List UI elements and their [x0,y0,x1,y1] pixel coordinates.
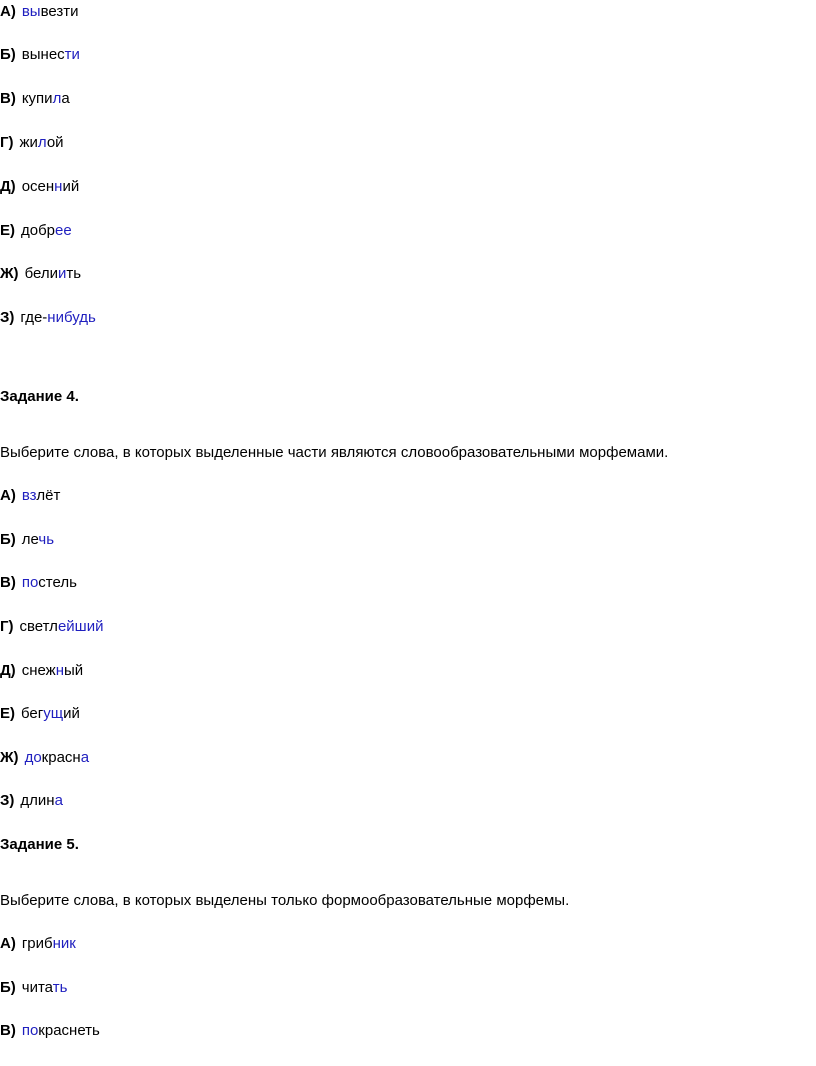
item-word [20,792,63,809]
item-word [20,134,64,151]
item-word [22,46,80,63]
morpheme: красн [41,749,81,766]
task4-item [0,749,89,767]
task5-item [0,979,67,997]
morpheme: л [37,134,47,151]
task4-item [0,531,54,549]
task4-item [0,662,83,680]
item-word [22,487,60,504]
morpheme: л [52,90,62,107]
item-word [20,618,104,635]
morpheme: жи [19,134,38,151]
item-word [22,1022,100,1039]
item-word [22,531,54,548]
list1-item [0,90,70,108]
item-letter: А) [0,487,16,504]
morpheme: нибудь [47,309,96,326]
morpheme: светл [19,618,58,635]
item-word [22,3,79,20]
task5-heading: Задание 5. [0,836,79,853]
task4-heading: Задание 4. [0,388,79,405]
item-letter: Е) [0,705,15,722]
morpheme: осен [21,178,55,195]
morpheme: чь [38,531,55,548]
morpheme: ти [64,46,80,63]
task5-instruction: Выберите слова, в которых выделены только формообразовательные морфемы. [0,892,570,909]
item-letter: Б) [0,979,16,996]
morpheme: по [21,1022,39,1039]
item-letter: Д) [0,662,16,679]
morpheme: бели [24,265,58,282]
item-word [22,979,68,996]
morpheme: добр [21,222,56,239]
item-word [22,935,76,952]
item-word [25,749,89,766]
morpheme: гриб [21,935,53,952]
item-word [22,662,83,679]
morpheme: ее [55,222,72,239]
morpheme: купи [21,90,53,107]
morpheme: по [21,574,39,591]
list1-item [0,134,64,152]
morpheme: ник [52,935,76,952]
morpheme: а [80,749,90,766]
morpheme: вз [21,487,37,504]
morpheme: ть [52,979,68,996]
task4-item [0,792,63,810]
task4-item [0,618,103,636]
morpheme: н [55,662,64,679]
task4-instruction: Выберите слова, в которых выделенные части являются словообразовательными морфемами. [0,444,669,461]
list1-item [0,46,80,64]
item-letter: В) [0,90,16,107]
list1-item [0,222,72,240]
item-letter: Ж) [0,749,19,766]
morpheme: длин [20,792,55,809]
item-letter: Б) [0,46,16,63]
item-letter: Е) [0,222,15,239]
item-letter: Б) [0,531,16,548]
morpheme: ть [66,265,82,282]
item-word [25,265,81,282]
morpheme: ой [46,134,64,151]
item-letter: Ж) [0,265,19,282]
item-word [21,222,72,239]
morpheme: ущ [43,705,64,722]
item-letter: З) [0,309,15,326]
morpheme: до [24,749,42,766]
morpheme: ейший [57,618,104,635]
morpheme: ий [62,178,80,195]
morpheme: а [61,90,70,107]
item-letter: Г) [0,134,14,151]
item-word [22,574,77,591]
morpheme: везти [40,3,79,20]
task5-item [0,935,76,953]
item-letter: В) [0,574,16,591]
task4-item [0,705,80,723]
morpheme: ий [63,705,80,722]
item-letter: А) [0,935,16,952]
morpheme: краснеть [38,1022,100,1039]
task4-item [0,574,77,592]
morpheme: бег [21,705,44,722]
list1-item [0,265,81,283]
morpheme: снеж [21,662,56,679]
morpheme: ле [21,531,39,548]
list1-item [0,309,96,327]
list1-item [0,3,79,21]
item-word [21,705,80,722]
item-letter: А) [0,3,16,20]
item-letter: Д) [0,178,16,195]
morpheme: чита [21,979,53,996]
list1-item [0,178,79,196]
morpheme: а [54,792,63,809]
item-word [20,309,95,326]
morpheme: вы [21,3,41,20]
task5-item [0,1022,100,1040]
morpheme: н [54,178,63,195]
morpheme: где- [20,309,48,326]
item-letter: Г) [0,618,14,635]
morpheme: лёт [36,487,61,504]
task4-item [0,487,60,505]
item-letter: В) [0,1022,16,1039]
item-word [22,178,80,195]
morpheme: и [57,265,67,282]
morpheme: вынес [21,46,65,63]
morpheme: стель [38,574,77,591]
item-word [22,90,70,107]
item-letter: З) [0,792,15,809]
morpheme: ый [63,662,84,679]
